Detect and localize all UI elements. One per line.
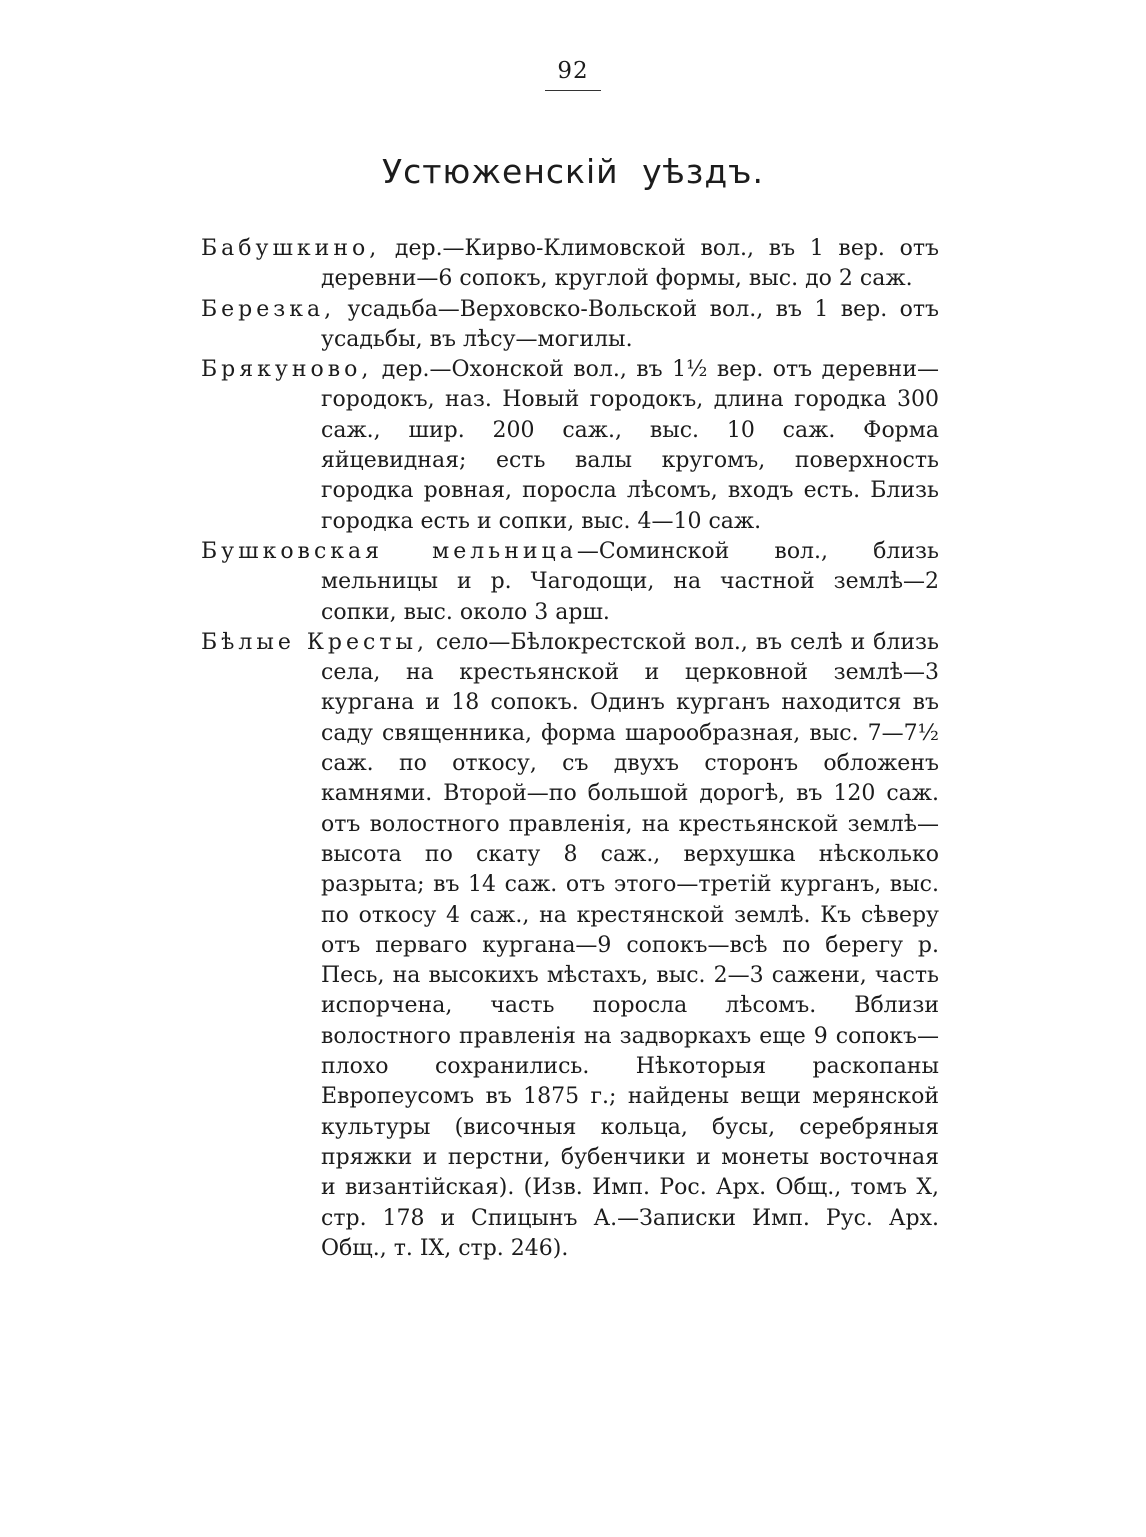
entry-text: дер.—Кирво-Климовской вол., въ 1 вер. отъ деревни—6 сопокъ, круглой формы, выс. до 2 саж. [321,236,939,292]
entry-name: Березка, [201,296,336,322]
entry-name: Бѣлые Кресты, [201,629,428,655]
entry-text: —Соминской вол., близь мельницы и р. Чагодощи, на частной землѣ—2 сопки, выс. около 3 арш. [321,538,939,625]
entry-name: Бушковская мельница [201,538,577,564]
entry-text: дер.—Охонской вол., въ 1½ вер. отъ деревни—городокъ, наз. Новый городокъ, длина городка 300 саж., шир. 200 саж., выс. 10 саж. Форма яйцевидная; есть валы кругомъ, поверхность городка ровная, поросла лѣсомъ, входъ есть. Близь городка есть и сопки, выс. 4—10 саж. [321,357,939,534]
entry-belye-kresty [201,628,939,1264]
entry-berezka [201,295,939,356]
entry-text: село—Бѣлокрестской вол., въ селѣ и близь села, на крестьянской и церковной землѣ—3 кургана и 18 сопокъ. Одинъ курганъ находится въ саду священника, форма шарообразная, выс. 7—7½ саж. по откосу, съ двухъ сторонъ обложенъ камнями. Второй—по большой дорогѣ, въ 120 саж. отъ волостного правленія, на крестьянской землѣ—высота по скату 8 саж., верхушка нѣсколько разрыта; въ 14 саж. отъ этого—третій курганъ, выс. по откосу 4 саж., на крестянской землѣ. Къ сѣверу отъ перваго кургана—9 сопокъ—всѣ по берегу р. Песь, на высокихъ мѣстахъ, выс. 2—3 сажени, часть испорчена, часть поросла лѣсомъ. Вблизи волостного правленія на задворкахъ еще 9 сопокъ—плохо сохранились. Нѣкоторыя раскопаны Европеусомъ въ 1875 г.; найдены вещи мерянской культуры (височныя кольца, бусы, серебряныя пряжки и перстни, бубенчики и монеты восточная и византійская). (Изв. Имп. Рос. Арх. Общ., томъ X, стр. 178 и Спицынъ А.—Записки Имп. Рус. Арх. Общ., т. IX, стр. 246). [321,629,939,1261]
entry-bryakunovo [201,355,939,537]
page-number-underline [545,90,601,91]
entry-name: Брякуново, [201,357,373,383]
entry-babushkino [201,234,939,295]
entry-text: усадьба—Верховско-Вольской вол., въ 1 вер. отъ усадьбы, въ лѣсу—могилы. [321,296,939,352]
entry-bushkovskaya-melnitsa [201,537,939,628]
entry-name: Бабушкино, [201,236,381,261]
section-title: Устюженскій уѣздъ. [382,152,764,191]
entry-list [201,234,939,1264]
page-number: 92 [557,58,589,84]
